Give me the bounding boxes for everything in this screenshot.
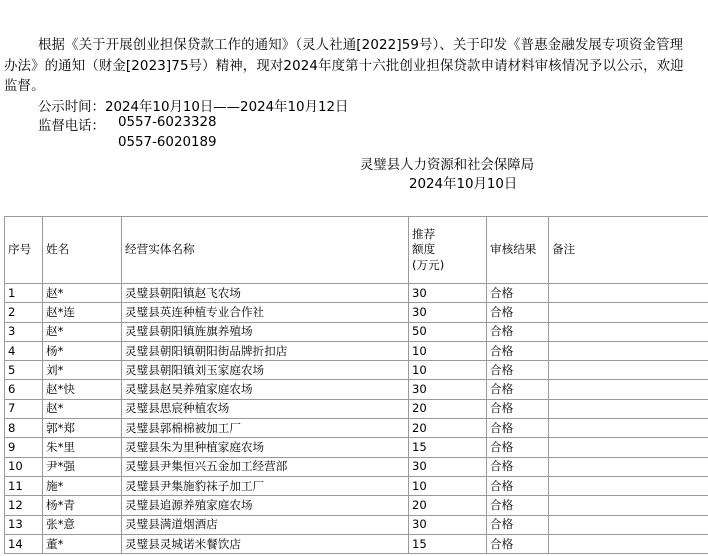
cell-result: 合格 — [487, 534, 549, 553]
cell-entity: 灵璧县思宸种植农场 — [122, 399, 409, 418]
cell-result: 合格 — [487, 380, 549, 399]
cell-amount: 30 — [409, 380, 487, 399]
cell-name: 杨* — [43, 341, 122, 360]
cell-result: 合格 — [487, 515, 549, 534]
cell-no: 12 — [5, 496, 43, 515]
cell-remark — [549, 341, 708, 360]
header-name: 姓名 — [43, 217, 122, 284]
cell-remark — [549, 303, 708, 322]
cell-name: 赵* — [43, 399, 122, 418]
cell-result: 合格 — [487, 284, 549, 303]
cell-remark — [549, 399, 708, 418]
cell-amount: 20 — [409, 399, 487, 418]
cell-amount: 10 — [409, 476, 487, 495]
cell-name: 赵* — [43, 322, 122, 341]
cell-no: 11 — [5, 476, 43, 495]
header-amount-line3: (万元) — [412, 257, 445, 272]
cell-result: 合格 — [487, 457, 549, 476]
cell-entity: 灵璧县郭棉棉被加工厂 — [122, 419, 409, 438]
header-entity: 经营实体名称 — [122, 217, 409, 284]
cell-amount: 30 — [409, 284, 487, 303]
phone-number-1: 0557-6023328 — [118, 115, 217, 130]
cell-amount: 15 — [409, 438, 487, 457]
cell-name: 赵*快 — [43, 380, 122, 399]
notice-paragraph: 根据《关于开展创业担保贷款工作的通知》（灵人社通[2022]59号）、关于印发《普惠金融发展专项资金管理办法》的通知（财金[2023]75号）精神，现对2024年度第十六批创业担保贷款申请材料审核情况予以公示，欢迎监督。 — [4, 38, 684, 94]
cell-remark — [549, 322, 708, 341]
header-amount-line2: 额度 — [412, 242, 436, 257]
cell-amount: 30 — [409, 515, 487, 534]
phone-label: 监督电话： — [38, 119, 105, 134]
cell-remark — [549, 534, 708, 553]
cell-entity: 灵璧县灵城诺米餐饮店 — [122, 534, 409, 553]
cell-no: 9 — [5, 438, 43, 457]
table-row — [5, 419, 708, 438]
cell-entity: 灵璧县朝阳镇朝阳街品牌折扣店 — [122, 341, 409, 360]
public-notice — [0, 0, 708, 216]
cell-no: 14 — [5, 534, 43, 553]
cell-no: 8 — [5, 419, 43, 438]
cell-remark — [549, 457, 708, 476]
cell-result: 合格 — [487, 476, 549, 495]
cell-result: 合格 — [487, 419, 549, 438]
loan-review-table — [4, 216, 708, 554]
cell-name: 赵* — [43, 284, 122, 303]
cell-remark — [549, 361, 708, 380]
cell-remark — [549, 284, 708, 303]
cell-entity: 灵璧县尹集施豹袜子加工厂 — [122, 476, 409, 495]
cell-name: 郭*郑 — [43, 419, 122, 438]
cell-remark — [549, 419, 708, 438]
cell-entity: 灵璧县追源养殖家庭农场 — [122, 496, 409, 515]
cell-name: 杨*青 — [43, 496, 122, 515]
cell-no: 6 — [5, 380, 43, 399]
cell-entity: 灵璧县朝阳镇赵飞农场 — [122, 284, 409, 303]
cell-amount: 15 — [409, 534, 487, 553]
table-row — [5, 457, 708, 476]
cell-amount: 20 — [409, 496, 487, 515]
cell-amount: 20 — [409, 419, 487, 438]
table-row — [5, 380, 708, 399]
cell-amount: 30 — [409, 303, 487, 322]
header-result: 审核结果 — [487, 217, 549, 284]
cell-result: 合格 — [487, 361, 549, 380]
table-row — [5, 284, 708, 303]
cell-entity: 灵璧县朱为里种植家庭农场 — [122, 438, 409, 457]
header-remark: 备注 — [549, 217, 708, 284]
table-row — [5, 399, 708, 418]
cell-name: 刘* — [43, 361, 122, 380]
cell-entity: 灵璧县尹集恒兴五金加工经营部 — [122, 457, 409, 476]
cell-no: 2 — [5, 303, 43, 322]
cell-amount: 10 — [409, 341, 487, 360]
cell-amount: 10 — [409, 361, 487, 380]
header-amount-line1: 推荐 — [412, 226, 436, 241]
cell-result: 合格 — [487, 341, 549, 360]
cell-name: 尹*强 — [43, 457, 122, 476]
cell-entity: 灵璧县英连种植专业合作社 — [122, 303, 409, 322]
cell-result: 合格 — [487, 496, 549, 515]
table-row — [5, 322, 708, 341]
cell-no: 4 — [5, 341, 43, 360]
header-amount — [409, 217, 487, 284]
cell-entity: 灵璧县朝阳镇旌旗养殖场 — [122, 322, 409, 341]
phone-number-2: 0557-6020189 — [118, 135, 217, 150]
cell-result: 合格 — [487, 399, 549, 418]
cell-no: 13 — [5, 515, 43, 534]
cell-name: 张*意 — [43, 515, 122, 534]
cell-remark — [549, 380, 708, 399]
table-row — [5, 534, 708, 553]
cell-amount: 30 — [409, 457, 487, 476]
cell-no: 10 — [5, 457, 43, 476]
table-row — [5, 515, 708, 534]
cell-remark — [549, 496, 708, 515]
cell-no: 1 — [5, 284, 43, 303]
table-row — [5, 303, 708, 322]
cell-amount: 50 — [409, 322, 487, 341]
cell-no: 7 — [5, 399, 43, 418]
cell-result: 合格 — [487, 303, 549, 322]
table-row — [5, 341, 708, 360]
notice-period: 公示时间：2024年10月10日——2024年10月12日 — [38, 100, 349, 115]
table-row — [5, 438, 708, 457]
cell-remark — [549, 515, 708, 534]
cell-remark — [549, 438, 708, 457]
cell-name: 赵*连 — [43, 303, 122, 322]
cell-name: 朱*里 — [43, 438, 122, 457]
cell-name: 施* — [43, 476, 122, 495]
cell-no: 5 — [5, 361, 43, 380]
issue-date: 2024年10月10日 — [409, 177, 518, 192]
cell-remark — [549, 476, 708, 495]
table-row — [5, 496, 708, 515]
cell-entity: 灵璧县满道烟酒店 — [122, 515, 409, 534]
cell-entity: 灵璧县朝阳镇刘玉家庭农场 — [122, 361, 409, 380]
cell-entity: 灵璧县赵昊养殖家庭农场 — [122, 380, 409, 399]
header-no: 序号 — [5, 217, 43, 284]
cell-result: 合格 — [487, 322, 549, 341]
table-row — [5, 361, 708, 380]
table-row — [5, 476, 708, 495]
cell-result: 合格 — [487, 438, 549, 457]
cell-name: 董* — [43, 534, 122, 553]
issuer-name: 灵璧县人力资源和社会保障局 — [360, 158, 535, 173]
table-header-row — [5, 217, 708, 284]
cell-no: 3 — [5, 322, 43, 341]
